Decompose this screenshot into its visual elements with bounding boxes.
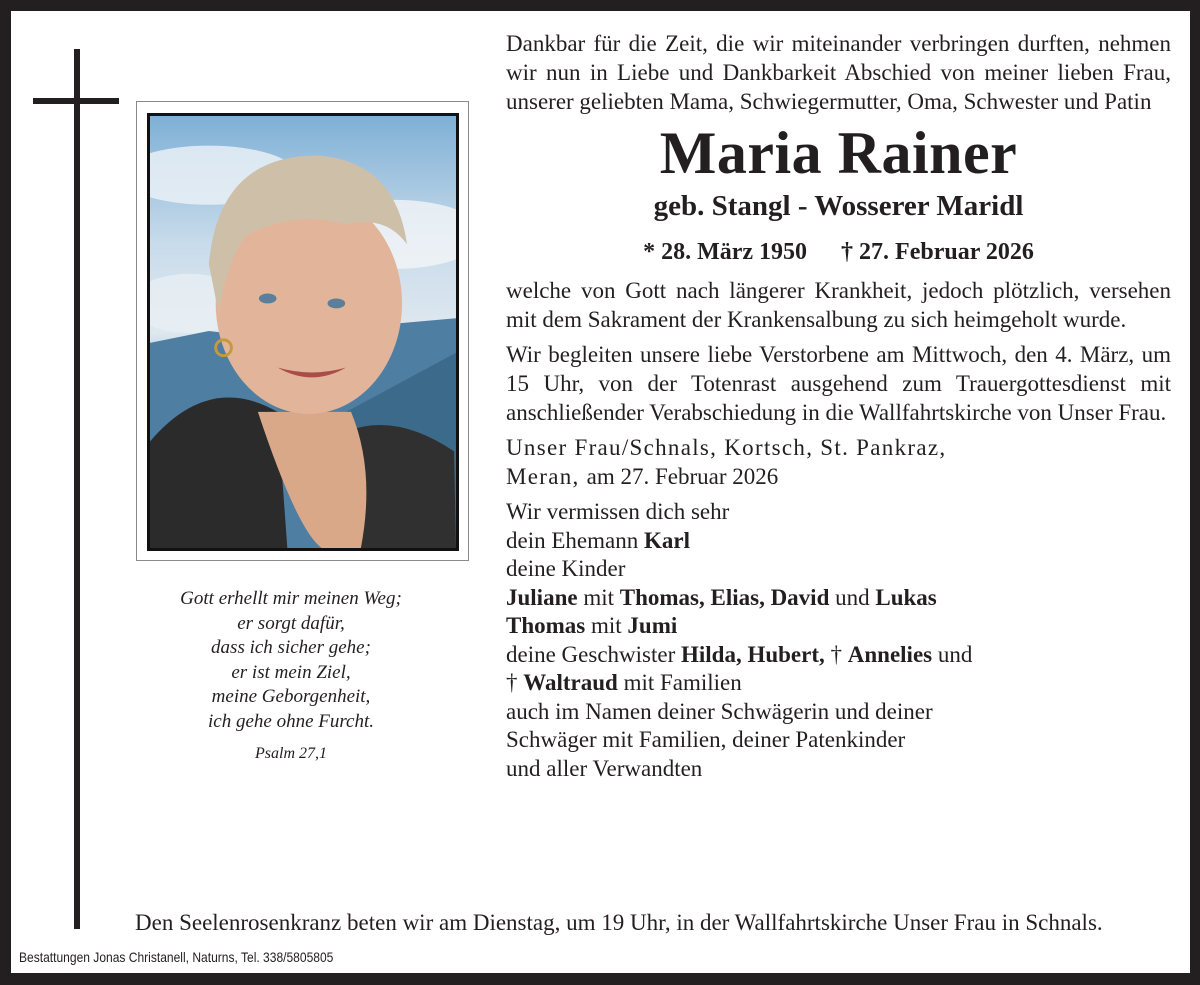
family-name: Karl (643, 527, 690, 553)
main-text-column (506, 29, 1171, 783)
maiden-name: geb. Stangl - Wosserer Maridl (653, 190, 1024, 222)
cross-icon-vertical (74, 49, 80, 929)
family-line: Schwäger mit Familien, deiner Patenkinder (506, 727, 906, 752)
place-line-2-date: am 27. Februar 2026 (586, 464, 779, 489)
family-list (506, 498, 1171, 783)
psalm-line: ich gehe ohne Furcht. (207, 710, 375, 732)
family-line (506, 584, 1171, 613)
birth-date: * 28. März 1950 (643, 239, 808, 265)
family-line: deine Kinder (506, 556, 626, 581)
intro-text: Dankbar für die Zeit, die wir miteinander verbringen durften, nehmen wir nun in Liebe und Dankbarkeit Abschied von meiner lieben Frau, unserer geliebten Mama, Schwiegermutter, Oma, Schwester und Patin (506, 31, 1171, 114)
family-text: deine Geschwister (506, 641, 681, 667)
family-text: und (829, 584, 876, 610)
deceased-name: Maria Rainer (659, 120, 1018, 186)
family-name: Hilda, Hubert, (681, 641, 831, 667)
psalm-reference: Psalm 27,1 (255, 745, 327, 762)
family-line (506, 527, 1171, 556)
family-line (506, 641, 1171, 670)
portrait-photo (147, 113, 459, 551)
place-and-date (506, 433, 1171, 491)
family-name: Thomas, Elias, David (619, 584, 830, 610)
family-line: auch im Namen deiner Schwägerin und deiner (506, 698, 933, 724)
psalm-line: Gott erhellt mir meinen Weg; (180, 588, 402, 609)
family-line: Wir vermissen dich sehr (506, 499, 730, 524)
family-text: dein Ehemann (506, 527, 644, 553)
family-name: Jumi (627, 613, 678, 638)
family-line (506, 612, 1171, 641)
cross-icon-horizontal (33, 98, 119, 104)
family-text: mit Familien (617, 670, 742, 695)
life-dates (506, 237, 1171, 267)
death-date: † 27. Februar 2026 (841, 239, 1034, 265)
family-text: mit (585, 613, 628, 638)
family-name: Waltraud (523, 670, 618, 695)
psalm-line: er sorgt dafür, (237, 612, 345, 634)
funeral-text: Wir begleiten unsere liebe Verstorbene am Mittwoch, den 4. März, um 15 Uhr, von der Totenrast ausgehend zum Trauergottesdienst mit anschließender Verabschiedung in die Wallfahrtskirche von Unser Frau. (506, 342, 1171, 425)
undertaker-info: Bestattungen Jonas Christanell, Naturns, Tel. 338/5805805 (19, 949, 334, 965)
portrait-frame (136, 101, 469, 561)
psalm-line: dass ich sicher gehe; (211, 637, 371, 658)
family-line (506, 669, 1171, 698)
family-text: mit (577, 584, 620, 610)
psalm-quote (126, 587, 456, 767)
passing-text: welche von Gott nach längerer Krankheit, jedoch plötzlich, versehen mit dem Sakrament der Krankensalbung zu sich heimgeholt wurde. (506, 278, 1171, 332)
dagger-icon: † (506, 670, 524, 695)
psalm-line: er ist mein Ziel, (231, 661, 351, 683)
place-line-1: Unser Frau/Schnals, Kortsch, St. Pankraz, (506, 435, 947, 460)
obituary-notice (11, 11, 1190, 973)
family-name: Juliane (506, 584, 578, 610)
place-line-2-city: Meran, (506, 464, 580, 489)
family-name: Lukas (875, 584, 937, 610)
family-name: Annelies (847, 641, 933, 667)
portrait-illustration (150, 116, 456, 548)
psalm-line: meine Geborgenheit, (211, 686, 371, 707)
rosary-text: Den Seelenrosenkranz beten wir am Dienstag, um 19 Uhr, in der Wallfahrtskirche Unser Frau in Schnals. (135, 910, 1103, 935)
family-name: Thomas (506, 613, 586, 638)
family-text: und (932, 641, 973, 667)
family-line: und aller Verwandten (506, 755, 703, 781)
dagger-icon: † (830, 641, 848, 667)
